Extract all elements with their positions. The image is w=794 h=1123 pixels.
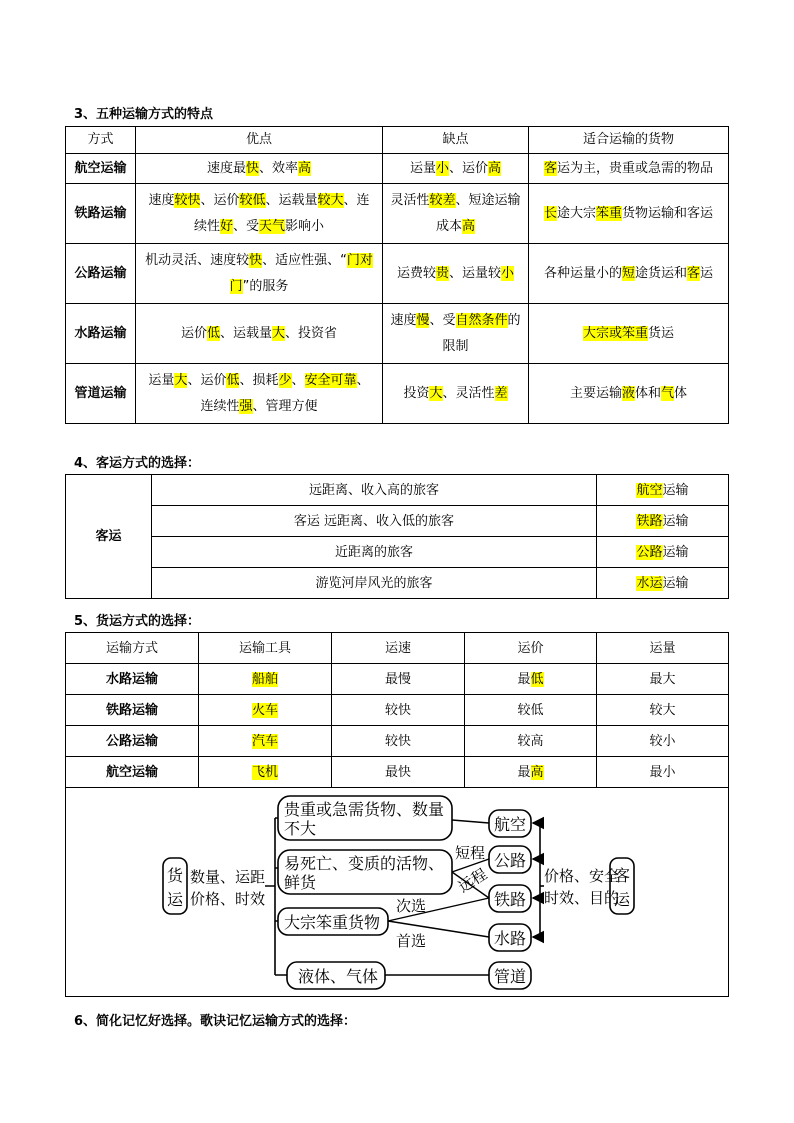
features-mode: 公路运输 (66, 244, 136, 304)
features-header-cell: 适合运输的货物 (529, 127, 729, 154)
features-cargo-segment: 货物运输和客运 (622, 205, 714, 221)
features-cons-segment: 慢 (416, 312, 430, 328)
freight-volume: 较大 (597, 695, 729, 726)
passenger-row (66, 506, 729, 537)
cargo-fluid: 液体、气体 (298, 967, 379, 986)
features-cons-segment: 高 (488, 160, 502, 176)
freight-speed: 较快 (332, 695, 465, 726)
features-row (66, 364, 729, 424)
passenger-choice-table (65, 474, 729, 599)
features-cons (383, 154, 529, 184)
features-cargo-segment: 途货运和 (634, 265, 687, 281)
features-cargo (529, 244, 729, 304)
features-cons (383, 184, 529, 244)
features-cargo (529, 154, 729, 184)
freight-tool (199, 757, 332, 788)
features-cons-segment: 运费较 (396, 265, 436, 281)
cargo-perishable-line2: 鲜货 (284, 873, 317, 892)
features-pros-segment: 大 (174, 372, 188, 388)
features-row (66, 154, 729, 184)
passenger-desc: 客运 远距离、收入低的旅客 (152, 506, 597, 537)
features-cons-segment: 投资 (403, 385, 430, 401)
freight-tool-text: 飞机 (251, 764, 278, 780)
features-cons-segment: 的限制 (442, 312, 521, 354)
features-cargo-segment: 各种运量小的 (543, 265, 622, 281)
features-row (66, 184, 729, 244)
freight-header-cell: 运价 (465, 633, 597, 664)
mode-air: 航空 (493, 815, 527, 834)
features-pros (136, 244, 383, 304)
section-5-title: 5、货运方式的选择： (74, 614, 201, 629)
features-cons (383, 244, 529, 304)
freight-choice-table (65, 632, 729, 997)
freight-header-cell: 运量 (597, 633, 729, 664)
passenger-row (66, 475, 729, 506)
freight-tool (199, 664, 332, 695)
mode-water: 水路 (493, 929, 527, 948)
features-cargo-segment: 途大宗 (556, 205, 596, 221)
features-cargo-segment: 体 (674, 385, 688, 401)
features-cons-segment: 灵活性 (390, 192, 430, 208)
features-pros-segment: 、连续性 (200, 372, 370, 414)
features-mode: 管道运输 (66, 364, 136, 424)
features-pros-segment: 快 (245, 160, 259, 176)
features-cons-segment: 小 (501, 265, 515, 281)
section-4-title: 4、客运方式的选择： (74, 456, 201, 471)
features-cargo (529, 184, 729, 244)
features-cons-segment: 高 (462, 218, 476, 234)
features-pros-segment: 强 (239, 398, 253, 414)
features-mode: 航空运输 (66, 154, 136, 184)
freight-price-highlight: 低 (530, 671, 544, 687)
freight-bracket (265, 818, 287, 975)
features-pros-segment: 、效率 (259, 160, 299, 176)
freight-choice-diagram (66, 788, 728, 996)
passenger-label-1: 客 (613, 866, 631, 885)
passenger-desc: 近距离的旅客 (152, 537, 597, 568)
features-pros-segment: 好 (219, 218, 233, 234)
features-cargo-segment: 运为主，贵重或急需的物品 (557, 160, 714, 176)
features-pros-segment: 、运载量 (265, 192, 318, 208)
features-cons-segment: 大 (429, 385, 443, 401)
features-pros-segment: 门对门 (229, 252, 373, 294)
passenger-mode (597, 506, 729, 537)
features-cargo-segment: 笨重 (596, 205, 623, 221)
line-valuable-air (452, 820, 489, 823)
features-pros-segment: 、损耗 (239, 372, 279, 388)
features-pros-segment: 较低 (239, 192, 266, 208)
passenger-mode-highlight: 公路 (636, 544, 663, 560)
cargo-bulk: 大宗笨重货物 (284, 913, 381, 932)
freight-price-text: 较高 (517, 733, 544, 749)
freight-label-2: 运 (166, 890, 184, 909)
features-cargo (529, 364, 729, 424)
passenger-mode-suffix: 运输 (662, 482, 689, 498)
passenger-mode-suffix: 运输 (662, 513, 689, 529)
features-pros (136, 154, 383, 184)
transport-features-table (65, 126, 729, 424)
passenger-desc: 远距离、收入高的旅客 (152, 475, 597, 506)
passenger-mode-highlight: 航空 (636, 482, 663, 498)
features-pros-segment: 、 (291, 372, 305, 388)
features-cons-segment: 较差 (429, 192, 456, 208)
features-cargo (529, 304, 729, 364)
freight-label-1: 货 (166, 866, 184, 885)
features-pros-segment: 较大 (317, 192, 344, 208)
passenger-label: 客运 (66, 475, 152, 599)
cargo-valuable-line2: 不大 (284, 819, 317, 838)
features-cargo-segment: 短 (621, 265, 635, 281)
features-pros (136, 184, 383, 244)
features-cargo-segment: 大宗或笨重 (582, 325, 648, 341)
edge-first: 首选 (396, 932, 427, 950)
freight-speed: 最快 (332, 757, 465, 788)
features-pros-segment: 速度最 (206, 160, 246, 176)
features-header-cell: 优点 (136, 127, 383, 154)
features-pros-segment: 低 (206, 325, 220, 341)
passenger-mode-suffix: 运输 (662, 575, 689, 591)
features-pros-segment: 、运载量 (219, 325, 272, 341)
features-cons-segment: 、运价 (449, 160, 489, 176)
edge-short: 短程 (455, 844, 486, 862)
features-header-cell: 方式 (66, 127, 136, 154)
features-cons-segment: 贵 (435, 265, 449, 281)
features-mode: 水路运输 (66, 304, 136, 364)
freight-price (465, 726, 597, 757)
passenger-mode (597, 537, 729, 568)
features-cons-segment: 自然条件 (455, 312, 508, 328)
passenger-mode-highlight: 铁路 (636, 513, 663, 529)
features-cons-segment: 、运量较 (449, 265, 502, 281)
freight-row (66, 726, 729, 757)
features-pros-segment: 运量 (148, 372, 175, 388)
freight-header-cell: 运输工具 (199, 633, 332, 664)
features-pros-segment: 较快 (174, 192, 201, 208)
passenger-row (66, 537, 729, 568)
passenger-row (66, 568, 729, 599)
features-cargo-segment: 体和 (634, 385, 661, 401)
features-pros-segment: 、受 (232, 218, 259, 234)
freight-tool-text: 船舶 (251, 671, 278, 687)
freight-header-cell: 运速 (332, 633, 465, 664)
features-cons (383, 304, 529, 364)
freight-mode: 航空运输 (66, 757, 199, 788)
features-pros-segment: 机动灵活、速度较 (145, 252, 250, 268)
freight-tool-text: 火车 (251, 702, 278, 718)
freight-price-text: 最 (517, 671, 531, 687)
features-row (66, 244, 729, 304)
cargo-valuable-line1: 贵重或急需货物、数量 (284, 800, 445, 819)
freight-volume: 较小 (597, 726, 729, 757)
freight-choice-diagram-cell (66, 788, 729, 997)
features-header-cell: 缺点 (383, 127, 529, 154)
freight-price (465, 757, 597, 788)
features-cargo-segment: 货运 (648, 325, 675, 341)
freight-header-cell: 运输方式 (66, 633, 199, 664)
passenger-label-2: 运 (613, 890, 631, 909)
features-pros-segment: 少 (278, 372, 292, 388)
passenger-mode-highlight: 水运 (636, 575, 663, 591)
features-pros-segment: 天气 (259, 218, 286, 234)
passenger-mode (597, 568, 729, 599)
edge-long: 远程 (455, 864, 491, 897)
freight-row (66, 695, 729, 726)
features-cons-segment: 、灵活性 (442, 385, 495, 401)
features-pros-segment: 、投资省 (285, 325, 338, 341)
features-pros-segment: 速度 (148, 192, 175, 208)
mode-road: 公路 (493, 851, 527, 870)
features-cargo-segment: 客 (687, 265, 701, 281)
freight-price-text: 较低 (517, 702, 544, 718)
passenger-mode-suffix: 运输 (662, 544, 689, 560)
features-cargo-segment: 主要运输 (569, 385, 622, 401)
features-cons (383, 364, 529, 424)
freight-price-highlight: 高 (530, 764, 544, 780)
features-pros-segment: 、管理方便 (252, 398, 318, 414)
freight-volume: 最小 (597, 757, 729, 788)
features-cons-segment: 、短途运输成本 (435, 192, 521, 234)
features-pros-segment: 、运价 (187, 372, 227, 388)
features-cargo-segment: 运 (700, 265, 714, 281)
freight-factor-1: 数量、运距 (190, 868, 266, 886)
freight-volume: 最大 (597, 664, 729, 695)
features-cons-segment: 小 (435, 160, 449, 176)
features-cargo-segment: 客 (543, 160, 557, 176)
freight-row (66, 664, 729, 695)
features-cons-segment: 差 (494, 385, 508, 401)
features-pros (136, 364, 383, 424)
passenger-mode (597, 475, 729, 506)
features-pros-segment: 、连续性 (193, 192, 370, 234)
freight-speed: 最慢 (332, 664, 465, 695)
passenger-desc: 游览河岸风光的旅客 (152, 568, 597, 599)
features-header-row (66, 127, 729, 154)
mode-rail: 铁路 (493, 890, 527, 909)
mode-pipe: 管道 (493, 967, 527, 986)
passenger-factor-2: 时效、目的 (544, 889, 620, 907)
freight-tool (199, 726, 332, 757)
features-pros-segment: 高 (298, 160, 312, 176)
features-cargo-segment: 气 (661, 385, 675, 401)
freight-header-row (66, 633, 729, 664)
freight-price (465, 664, 597, 695)
features-cons-segment: 运量 (409, 160, 436, 176)
features-mode: 铁路运输 (66, 184, 136, 244)
features-pros-segment: 、适应性强、“ (262, 252, 347, 268)
features-pros-segment: 影响小 (285, 218, 325, 234)
features-cons-segment: 速度 (390, 312, 417, 328)
freight-price (465, 695, 597, 726)
features-pros (136, 304, 383, 364)
freight-mode: 水路运输 (66, 664, 199, 695)
features-cons-segment: 、受 (429, 312, 456, 328)
features-pros-segment: 快 (249, 252, 263, 268)
freight-speed: 较快 (332, 726, 465, 757)
features-row (66, 304, 729, 364)
features-pros-segment: 安全可靠 (304, 372, 357, 388)
features-pros-segment: 大 (272, 325, 286, 341)
freight-tool (199, 695, 332, 726)
section-6-title: 6、简化记忆好选择。歌诀记忆运输方式的选择： (74, 1014, 357, 1029)
freight-tool-text: 汽车 (251, 733, 278, 749)
features-cargo-segment: 液 (621, 385, 635, 401)
section-3-title: 3、五种运输方式的特点 (74, 107, 214, 122)
freight-mode: 铁路运输 (66, 695, 199, 726)
freight-factor-2: 价格、时效 (190, 890, 266, 908)
features-pros-segment: 低 (226, 372, 240, 388)
features-pros-segment: ”的服务 (242, 278, 289, 294)
features-cargo-segment: 长 (543, 205, 557, 221)
freight-price-text: 最 (517, 764, 531, 780)
cargo-perishable-line1: 易死亡、变质的活物、 (284, 854, 445, 873)
passenger-factor-1: 价格、安全 (544, 867, 620, 885)
features-pros-segment: 运价 (180, 325, 207, 341)
edge-second: 次选 (396, 897, 427, 915)
features-pros-segment: 、运价 (200, 192, 240, 208)
freight-mode: 公路运输 (66, 726, 199, 757)
freight-row (66, 757, 729, 788)
